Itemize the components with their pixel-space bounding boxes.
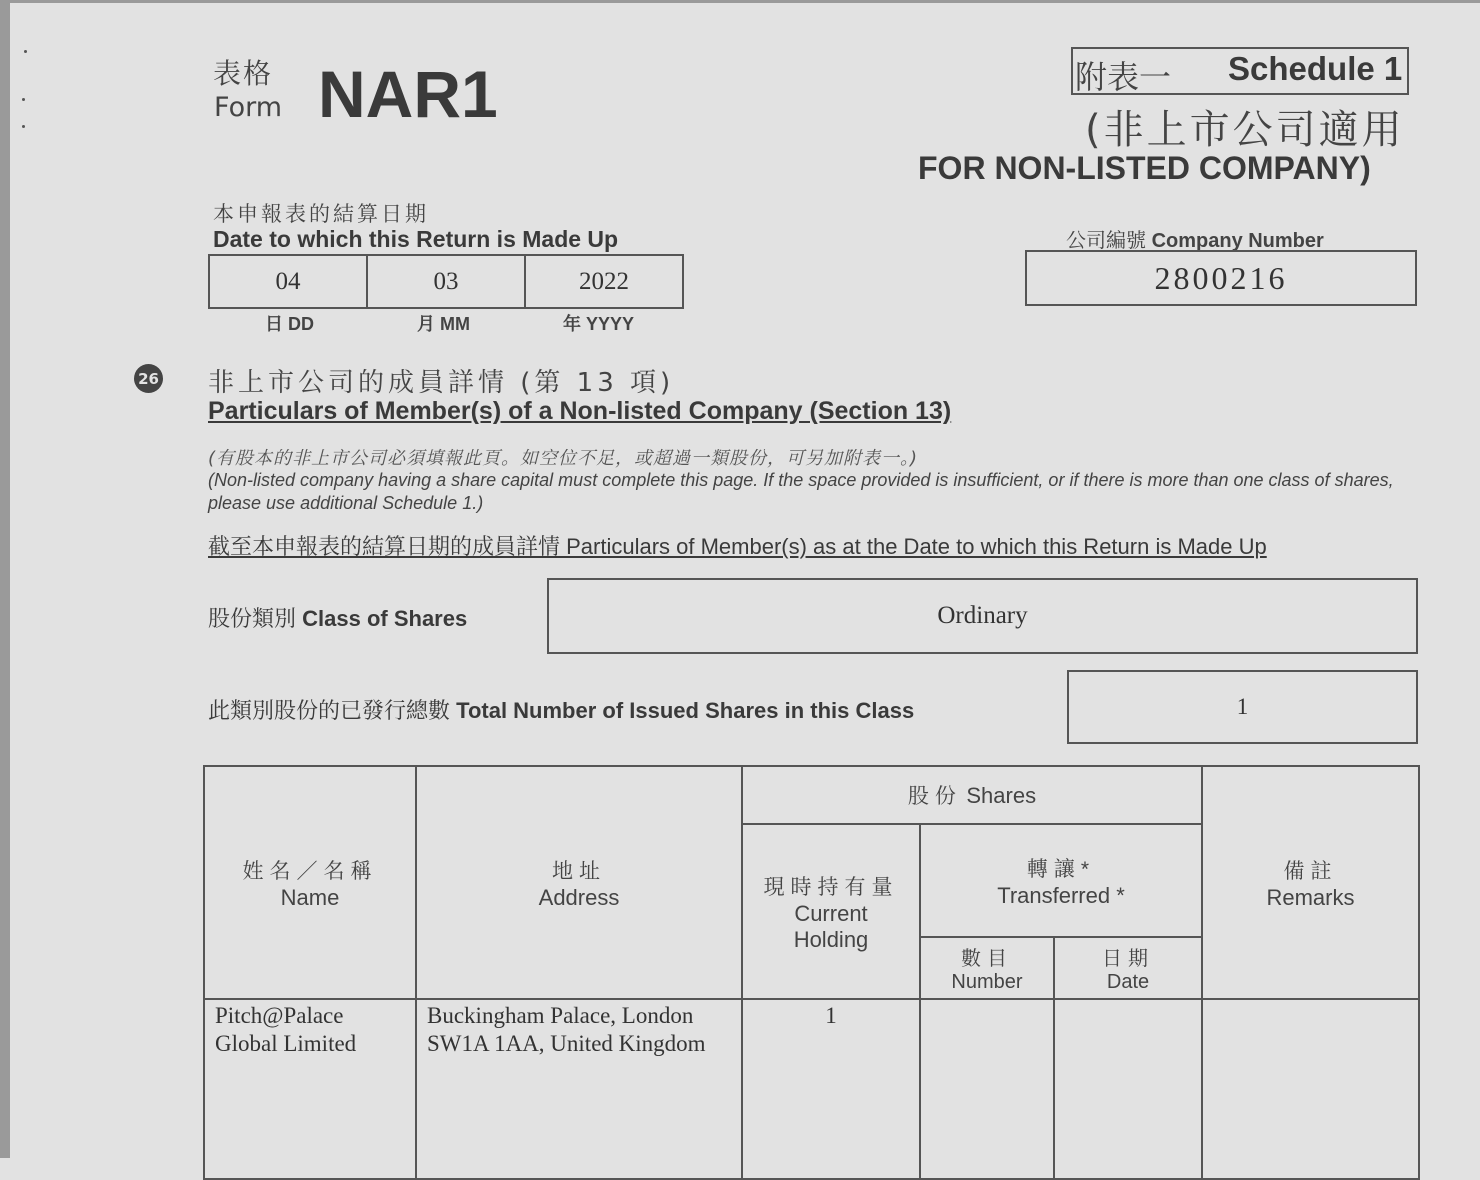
return-date-day[interactable]: 04: [275, 267, 301, 295]
form-label-zh: 表格: [213, 57, 274, 90]
company-number-label: [1066, 224, 1324, 253]
transferred-header-en: Transferred *: [997, 882, 1125, 908]
section-number-badge: 26: [134, 364, 163, 393]
company-number-field[interactable]: 2800216: [1025, 250, 1417, 306]
member-address-line-1: Buckingham Palace, London: [427, 1003, 694, 1028]
class-of-shares-field[interactable]: Ordinary: [547, 578, 1418, 654]
address-header-en: Address: [538, 884, 620, 910]
form-label-en: Form: [214, 92, 283, 123]
member-name-line-2: Global Limited: [215, 1031, 357, 1056]
remarks-header-zh: 備註: [1283, 859, 1338, 883]
schedule-label-zh: 附表一: [1075, 58, 1172, 96]
transferred-number-cell[interactable]: [920, 999, 1054, 1179]
number-header-en: Number: [951, 971, 1023, 993]
transferred-date-header: [1054, 937, 1202, 999]
remarks-cell[interactable]: [1202, 999, 1419, 1179]
particulars-heading: 截至本申報表的結算日期的成員詳情 Particulars of Member(s) as at the Date to which this Return is Made Up: [208, 534, 1267, 559]
scan-speck: [22, 98, 25, 101]
address-header: [416, 766, 742, 999]
date-header-en: Date: [1106, 971, 1150, 993]
transferred-header-zh: 轉讓*: [1026, 857, 1096, 881]
current-holding-cell[interactable]: 1: [742, 999, 920, 1179]
members-table: [203, 765, 1420, 1180]
return-date-year[interactable]: 2022: [524, 256, 682, 307]
return-date-label-zh: 本申報表的結算日期: [213, 202, 429, 226]
scan-speck: [24, 50, 27, 53]
return-date-label-en: Date to which this Return is Made Up: [213, 226, 619, 252]
member-name-line-1: Pitch@Palace: [215, 1003, 344, 1028]
return-date-month[interactable]: 03: [366, 256, 524, 307]
shares-header: [742, 766, 1202, 824]
form-code: NAR1: [318, 57, 498, 131]
table-row: [204, 999, 1419, 1179]
applicability-en: FOR NON-LISTED COMPANY): [918, 150, 1371, 186]
address-header-zh: 地址: [552, 859, 606, 883]
transferred-number-header: [920, 937, 1054, 999]
member-name-cell[interactable]: [204, 999, 416, 1179]
class-of-shares-label: [208, 602, 467, 633]
total-issued-field[interactable]: 1: [1067, 670, 1418, 744]
scan-left-edge: [0, 0, 10, 1158]
scan-top-edge: [0, 0, 1480, 3]
member-address-cell[interactable]: [416, 999, 742, 1179]
shares-header-zh: 股份: [907, 785, 962, 808]
remarks-header-en: Remarks: [1266, 884, 1355, 910]
name-header: [204, 766, 416, 999]
current-holding-header-zh: 現時持有量: [763, 875, 899, 899]
section-note-en: (Non-listed company having a share capital must complete this page. If the space provided is insufficient, or if there is more than one class of shares, please use additional Schedule 1.): [208, 470, 1394, 513]
current-holding-header-en-1: Current: [794, 900, 868, 926]
company-number-label-en: Company Number: [1151, 230, 1324, 252]
total-issued-label-en: Total Number of Issued Shares in this Class: [456, 698, 915, 723]
member-address-line-2: SW1A 1AA, United Kingdom: [427, 1031, 706, 1056]
transferred-header: [920, 824, 1202, 937]
class-of-shares-label-en: Class of Shares: [302, 606, 468, 631]
section-title-zh: 非上市公司的成員詳情 (第 13 項): [208, 368, 675, 398]
transferred-date-cell[interactable]: [1054, 999, 1202, 1179]
section-note-zh: (有股本的非上市公司必須填報此頁。如空位不足，或超過一類股份，可另加附表一。): [208, 448, 919, 469]
name-header-zh: 姓名／名稱: [242, 859, 378, 883]
number-header-zh: 數目: [961, 948, 1013, 970]
month-caption: 月 MM: [417, 314, 470, 334]
date-header-zh: 日期: [1102, 948, 1154, 970]
company-number-label-zh: 公司編號: [1066, 230, 1146, 252]
shares-header-en: Shares: [966, 783, 1037, 808]
day-caption: 日 DD: [265, 314, 314, 334]
current-holding-header: [742, 824, 920, 999]
current-holding-header-en-2: Holding: [793, 926, 869, 952]
remarks-header: [1202, 766, 1419, 999]
year-caption: 年 YYYY: [563, 314, 635, 334]
total-issued-label: [208, 694, 914, 725]
schedule-label-en: Schedule 1: [1228, 50, 1403, 87]
section-title-en: Particulars of Member(s) of a Non-listed Company (Section 13): [208, 397, 952, 425]
total-issued-label-zh: 此類別股份的已發行總數: [208, 698, 451, 723]
name-header-en: Name: [280, 884, 340, 910]
class-of-shares-label-zh: 股份類別: [208, 606, 297, 631]
applicability-zh: (非上市公司適用: [1085, 107, 1405, 153]
scan-speck: [22, 125, 25, 128]
return-date-fields: [208, 254, 684, 309]
